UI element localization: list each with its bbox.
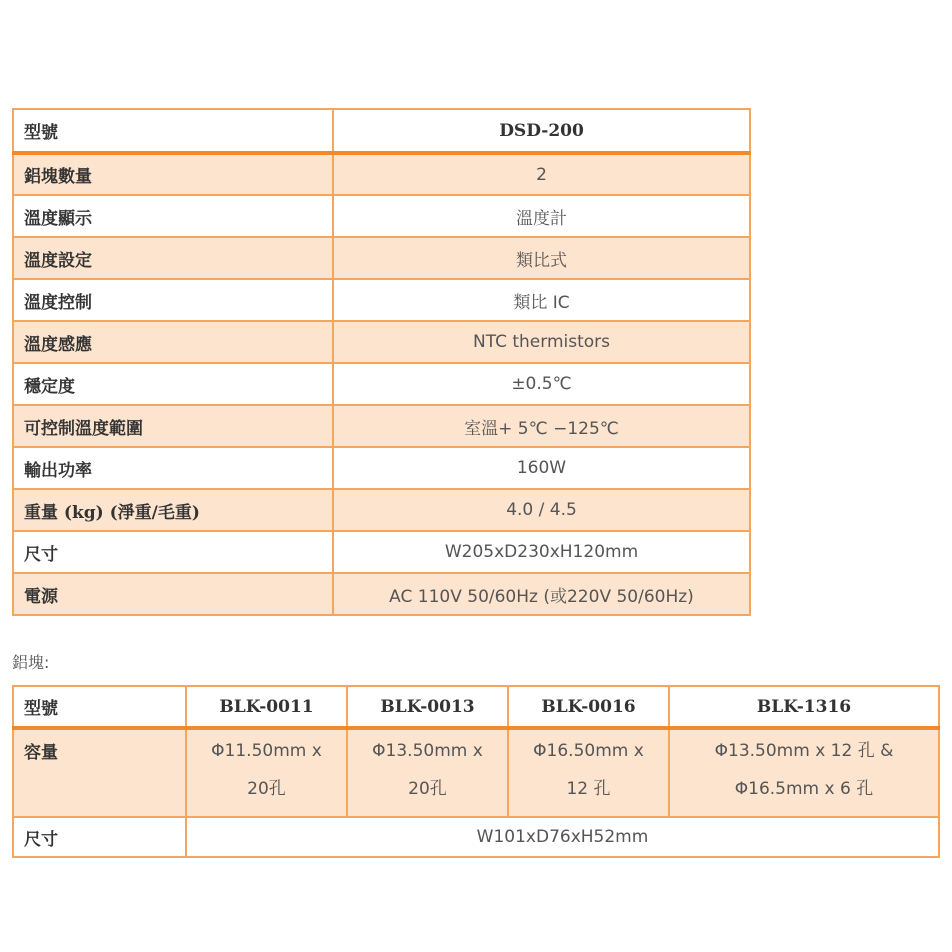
spec-row-power-output — [13, 447, 750, 489]
spec-row-temp-display — [13, 195, 750, 237]
spec-header-label: 型號 — [13, 109, 333, 153]
block-size-value: W101xD76xH52mm — [186, 817, 939, 857]
block-model: BLK-0013 — [347, 686, 508, 728]
block-model: BLK-0011 — [186, 686, 347, 728]
block-model: BLK-0016 — [508, 686, 669, 728]
spec-label: 尺寸 — [13, 531, 333, 573]
spec-label: 重量 (kg) (淨重/毛重) — [13, 489, 333, 531]
spec-header-model: DSD-200 — [333, 109, 750, 153]
spec-label: 輸出功率 — [13, 447, 333, 489]
spec-label: 溫度顯示 — [13, 195, 333, 237]
block-capacity-cell — [669, 728, 939, 817]
spec-label: 電源 — [13, 573, 333, 615]
spec-row-temp-setting — [13, 237, 750, 279]
capacity-line: Φ16.50mm x — [533, 741, 644, 761]
spec-row-temp-range — [13, 405, 750, 447]
capacity-line: Φ13.50mm x — [372, 741, 483, 761]
spec-label: 溫度設定 — [13, 237, 333, 279]
spec-value: ±0.5℃ — [333, 363, 750, 405]
spec-label: 穩定度 — [13, 363, 333, 405]
block-size-row — [13, 817, 939, 857]
spec-value: 類比 IC — [333, 279, 750, 321]
block-capacity-label: 容量 — [13, 728, 186, 817]
spec-value: 室溫+ 5℃ −125℃ — [333, 405, 750, 447]
spec-value: 溫度計 — [333, 195, 750, 237]
spec-value: 2 — [333, 153, 750, 195]
block-caption: 鋁塊: — [12, 653, 50, 672]
block-header-label: 型號 — [13, 686, 186, 728]
spec-value: AC 110V 50/60Hz (或220V 50/60Hz) — [333, 573, 750, 615]
spec-label: 可控制溫度範圍 — [13, 405, 333, 447]
block-capacity-cell — [186, 728, 347, 817]
spec-value: 4.0 / 4.5 — [333, 489, 750, 531]
spec-value: NTC thermistors — [333, 321, 750, 363]
spec-row-weight — [13, 489, 750, 531]
spec-row-power-supply — [13, 573, 750, 615]
spec-row-stability — [13, 363, 750, 405]
capacity-line: Φ16.5mm x 6 孔 — [734, 779, 874, 799]
capacity-line: 12 孔 — [566, 779, 611, 799]
capacity-line: Φ11.50mm x — [211, 741, 322, 761]
spec-label: 溫度控制 — [13, 279, 333, 321]
spec-label: 鋁塊數量 — [13, 153, 333, 195]
spec-row-block-count — [13, 153, 750, 195]
block-header-row — [13, 686, 939, 728]
spec-row-temp-control — [13, 279, 750, 321]
spec-header-row — [13, 109, 750, 153]
spec-table — [12, 108, 751, 616]
capacity-line: Φ13.50mm x 12 孔 & — [714, 741, 894, 761]
spec-value: 160W — [333, 447, 750, 489]
spec-value: W205xD230xH120mm — [333, 531, 750, 573]
capacity-line: 20孔 — [247, 779, 286, 799]
spec-value: 類比式 — [333, 237, 750, 279]
block-size-label: 尺寸 — [13, 817, 186, 857]
block-capacity-row — [13, 728, 939, 817]
spec-label: 溫度感應 — [13, 321, 333, 363]
block-capacity-cell — [347, 728, 508, 817]
spec-row-temp-sensor — [13, 321, 750, 363]
block-table — [12, 685, 940, 858]
block-model: BLK-1316 — [669, 686, 939, 728]
block-capacity-cell — [508, 728, 669, 817]
spec-row-dimensions — [13, 531, 750, 573]
capacity-line: 20孔 — [408, 779, 447, 799]
